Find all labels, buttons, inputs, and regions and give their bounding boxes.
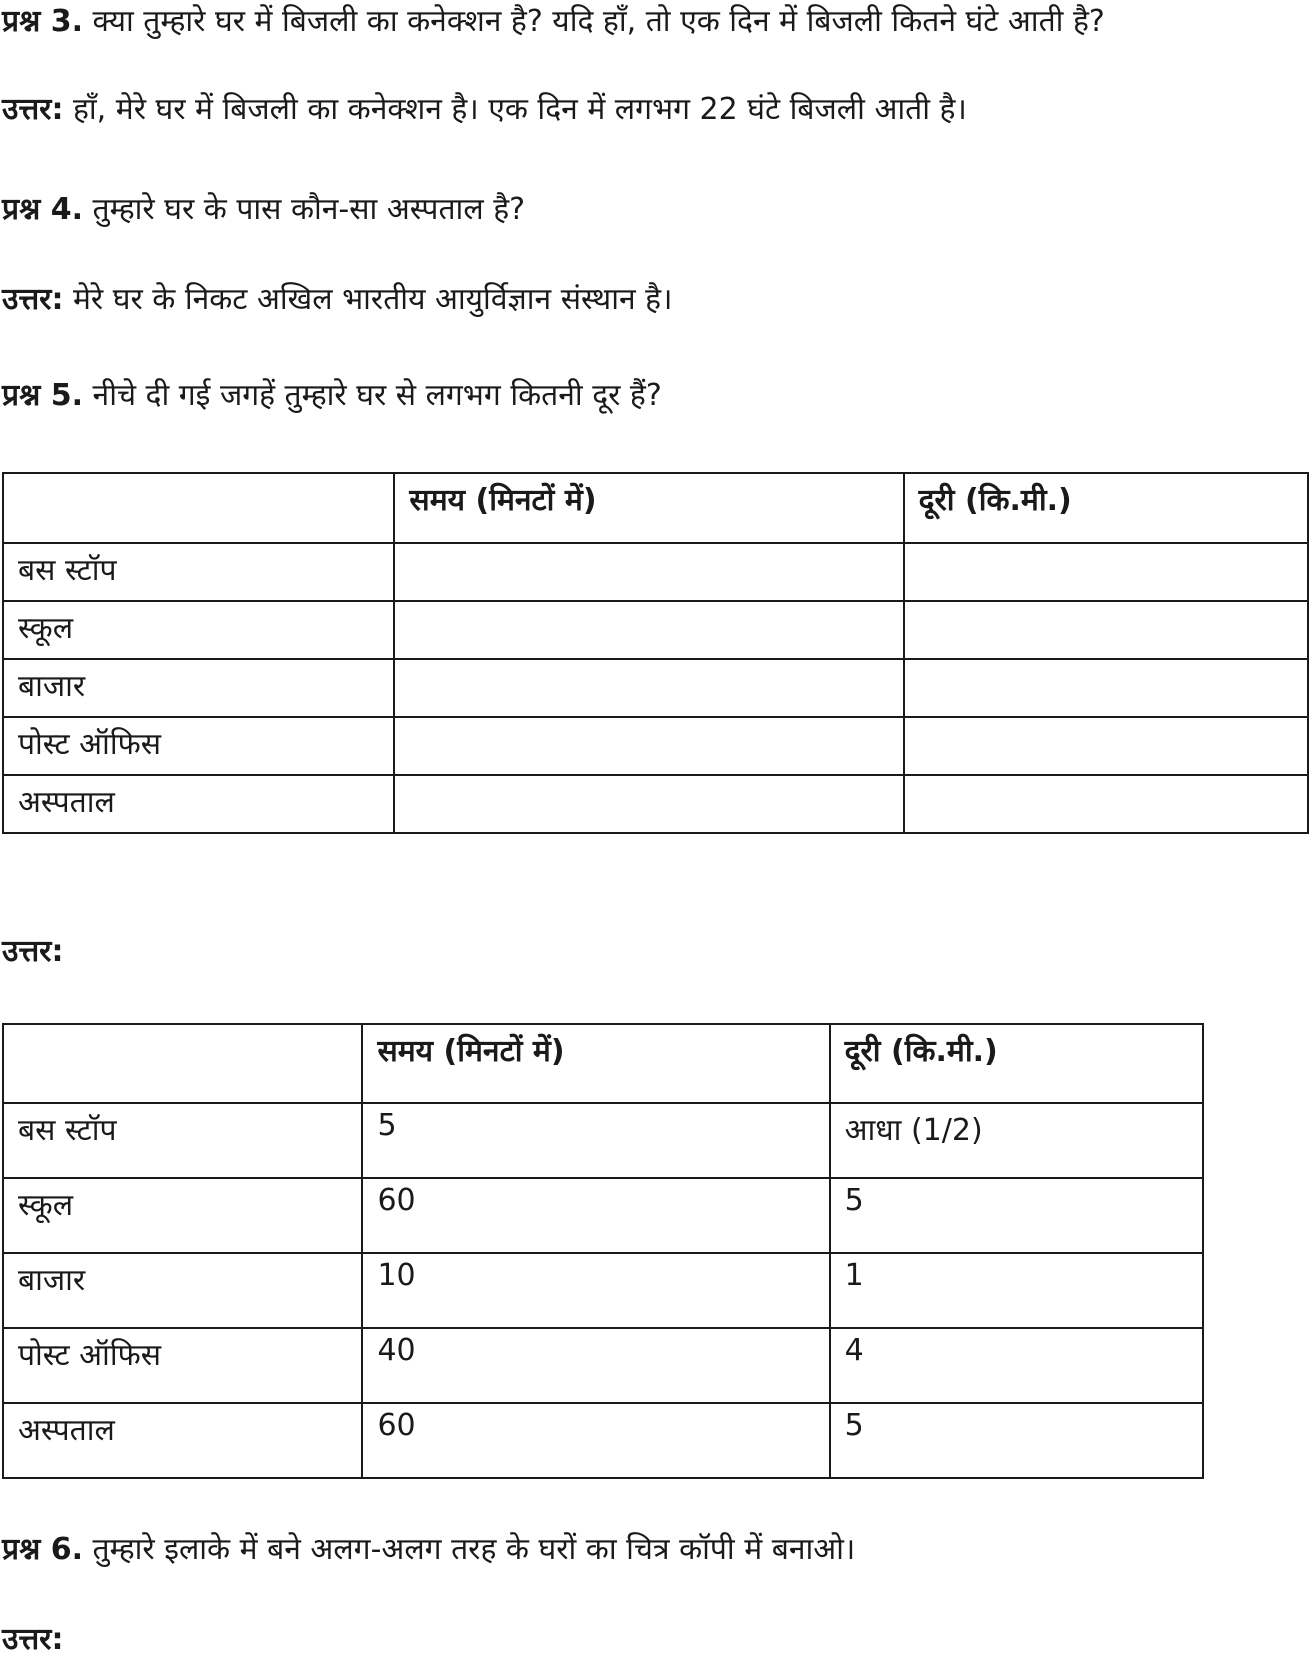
question-text: क्या तुम्हारे घर में बिजली का कनेक्शन है? यदि हाँ, तो एक दिन में बिजली कितने घंटे आती है? [92, 4, 1105, 39]
question-3 [2, 2, 1105, 42]
table-row [3, 1178, 1203, 1253]
question-label: प्रश्न 6. [2, 1532, 83, 1567]
place-cell: अस्पताल [3, 1403, 362, 1478]
header-cell [3, 1024, 362, 1103]
question-text: तुम्हारे इलाके में बने अलग-अलग तरह के घरों का चित्र कॉपी में बनाओ। [92, 1532, 856, 1567]
distance-cell: 5 [830, 1178, 1203, 1253]
question-6 [2, 1530, 855, 1570]
table-row [3, 659, 1308, 717]
place-cell: बाजार [3, 659, 394, 717]
table-row [3, 1403, 1203, 1478]
time-cell: 5 [362, 1103, 829, 1178]
place-cell: बस स्टॉप [3, 1103, 362, 1178]
table-row [3, 601, 1308, 659]
table-row [3, 1253, 1203, 1328]
time-cell: 60 [362, 1403, 829, 1478]
answer-label: उत्तर: [2, 1622, 64, 1657]
distance-cell: 1 [830, 1253, 1203, 1328]
table-row [3, 1328, 1203, 1403]
place-cell: अस्पताल [3, 775, 394, 833]
question-text: नीचे दी गई जगहें तुम्हारे घर से लगभग कितनी दूर हैं? [92, 378, 662, 413]
place-cell: बस स्टॉप [3, 543, 394, 601]
time-cell [394, 601, 903, 659]
place-cell: पोस्ट ऑफिस [3, 1328, 362, 1403]
time-cell [394, 717, 903, 775]
time-cell: 10 [362, 1253, 829, 1328]
time-cell [394, 659, 903, 717]
answer-6 [2, 1620, 63, 1660]
distance-table-answer [2, 1023, 1204, 1479]
distance-cell [904, 775, 1308, 833]
question-5 [2, 376, 662, 416]
answer-label: उत्तर: [2, 282, 64, 317]
distance-cell [904, 717, 1308, 775]
answer-label: उत्तर: [2, 92, 64, 127]
place-cell: पोस्ट ऑफिस [3, 717, 394, 775]
header-cell-time: समय (मिनटों में) [394, 473, 903, 543]
question-text: तुम्हारे घर के पास कौन-सा अस्पताल है? [92, 192, 526, 227]
table-row [3, 1103, 1203, 1178]
header-cell-time: समय (मिनटों में) [362, 1024, 829, 1103]
distance-cell: आधा (1/2) [830, 1103, 1203, 1178]
header-cell [3, 473, 394, 543]
question-4 [2, 190, 525, 230]
question-label: प्रश्न 5. [2, 378, 83, 413]
distance-cell [904, 601, 1308, 659]
header-cell-distance: दूरी (कि.मी.) [904, 473, 1308, 543]
answer-4 [2, 280, 672, 320]
time-cell [394, 543, 903, 601]
time-cell: 40 [362, 1328, 829, 1403]
answer-3 [2, 90, 967, 130]
header-cell-distance: दूरी (कि.मी.) [830, 1024, 1203, 1103]
table-row [3, 717, 1308, 775]
place-cell: बाजार [3, 1253, 362, 1328]
question-label: प्रश्न 3. [2, 4, 83, 39]
place-cell: स्कूल [3, 601, 394, 659]
distance-cell: 5 [830, 1403, 1203, 1478]
distance-cell [904, 543, 1308, 601]
answer-text: हाँ, मेरे घर में बिजली का कनेक्शन है। एक दिन में लगभग 22 घंटे बिजली आती है। [72, 92, 967, 127]
place-cell: स्कूल [3, 1178, 362, 1253]
table-header-row [3, 473, 1308, 543]
distance-table-blank [2, 472, 1309, 834]
distance-cell [904, 659, 1308, 717]
table-row [3, 543, 1308, 601]
answer-text: मेरे घर के निकट अखिल भारतीय आयुर्विज्ञान संस्थान है। [72, 282, 673, 317]
table-header-row [3, 1024, 1203, 1103]
answer-5 [2, 932, 63, 972]
table-row [3, 775, 1308, 833]
question-label: प्रश्न 4. [2, 192, 83, 227]
time-cell: 60 [362, 1178, 829, 1253]
distance-cell: 4 [830, 1328, 1203, 1403]
answer-label: उत्तर: [2, 934, 64, 969]
time-cell [394, 775, 903, 833]
